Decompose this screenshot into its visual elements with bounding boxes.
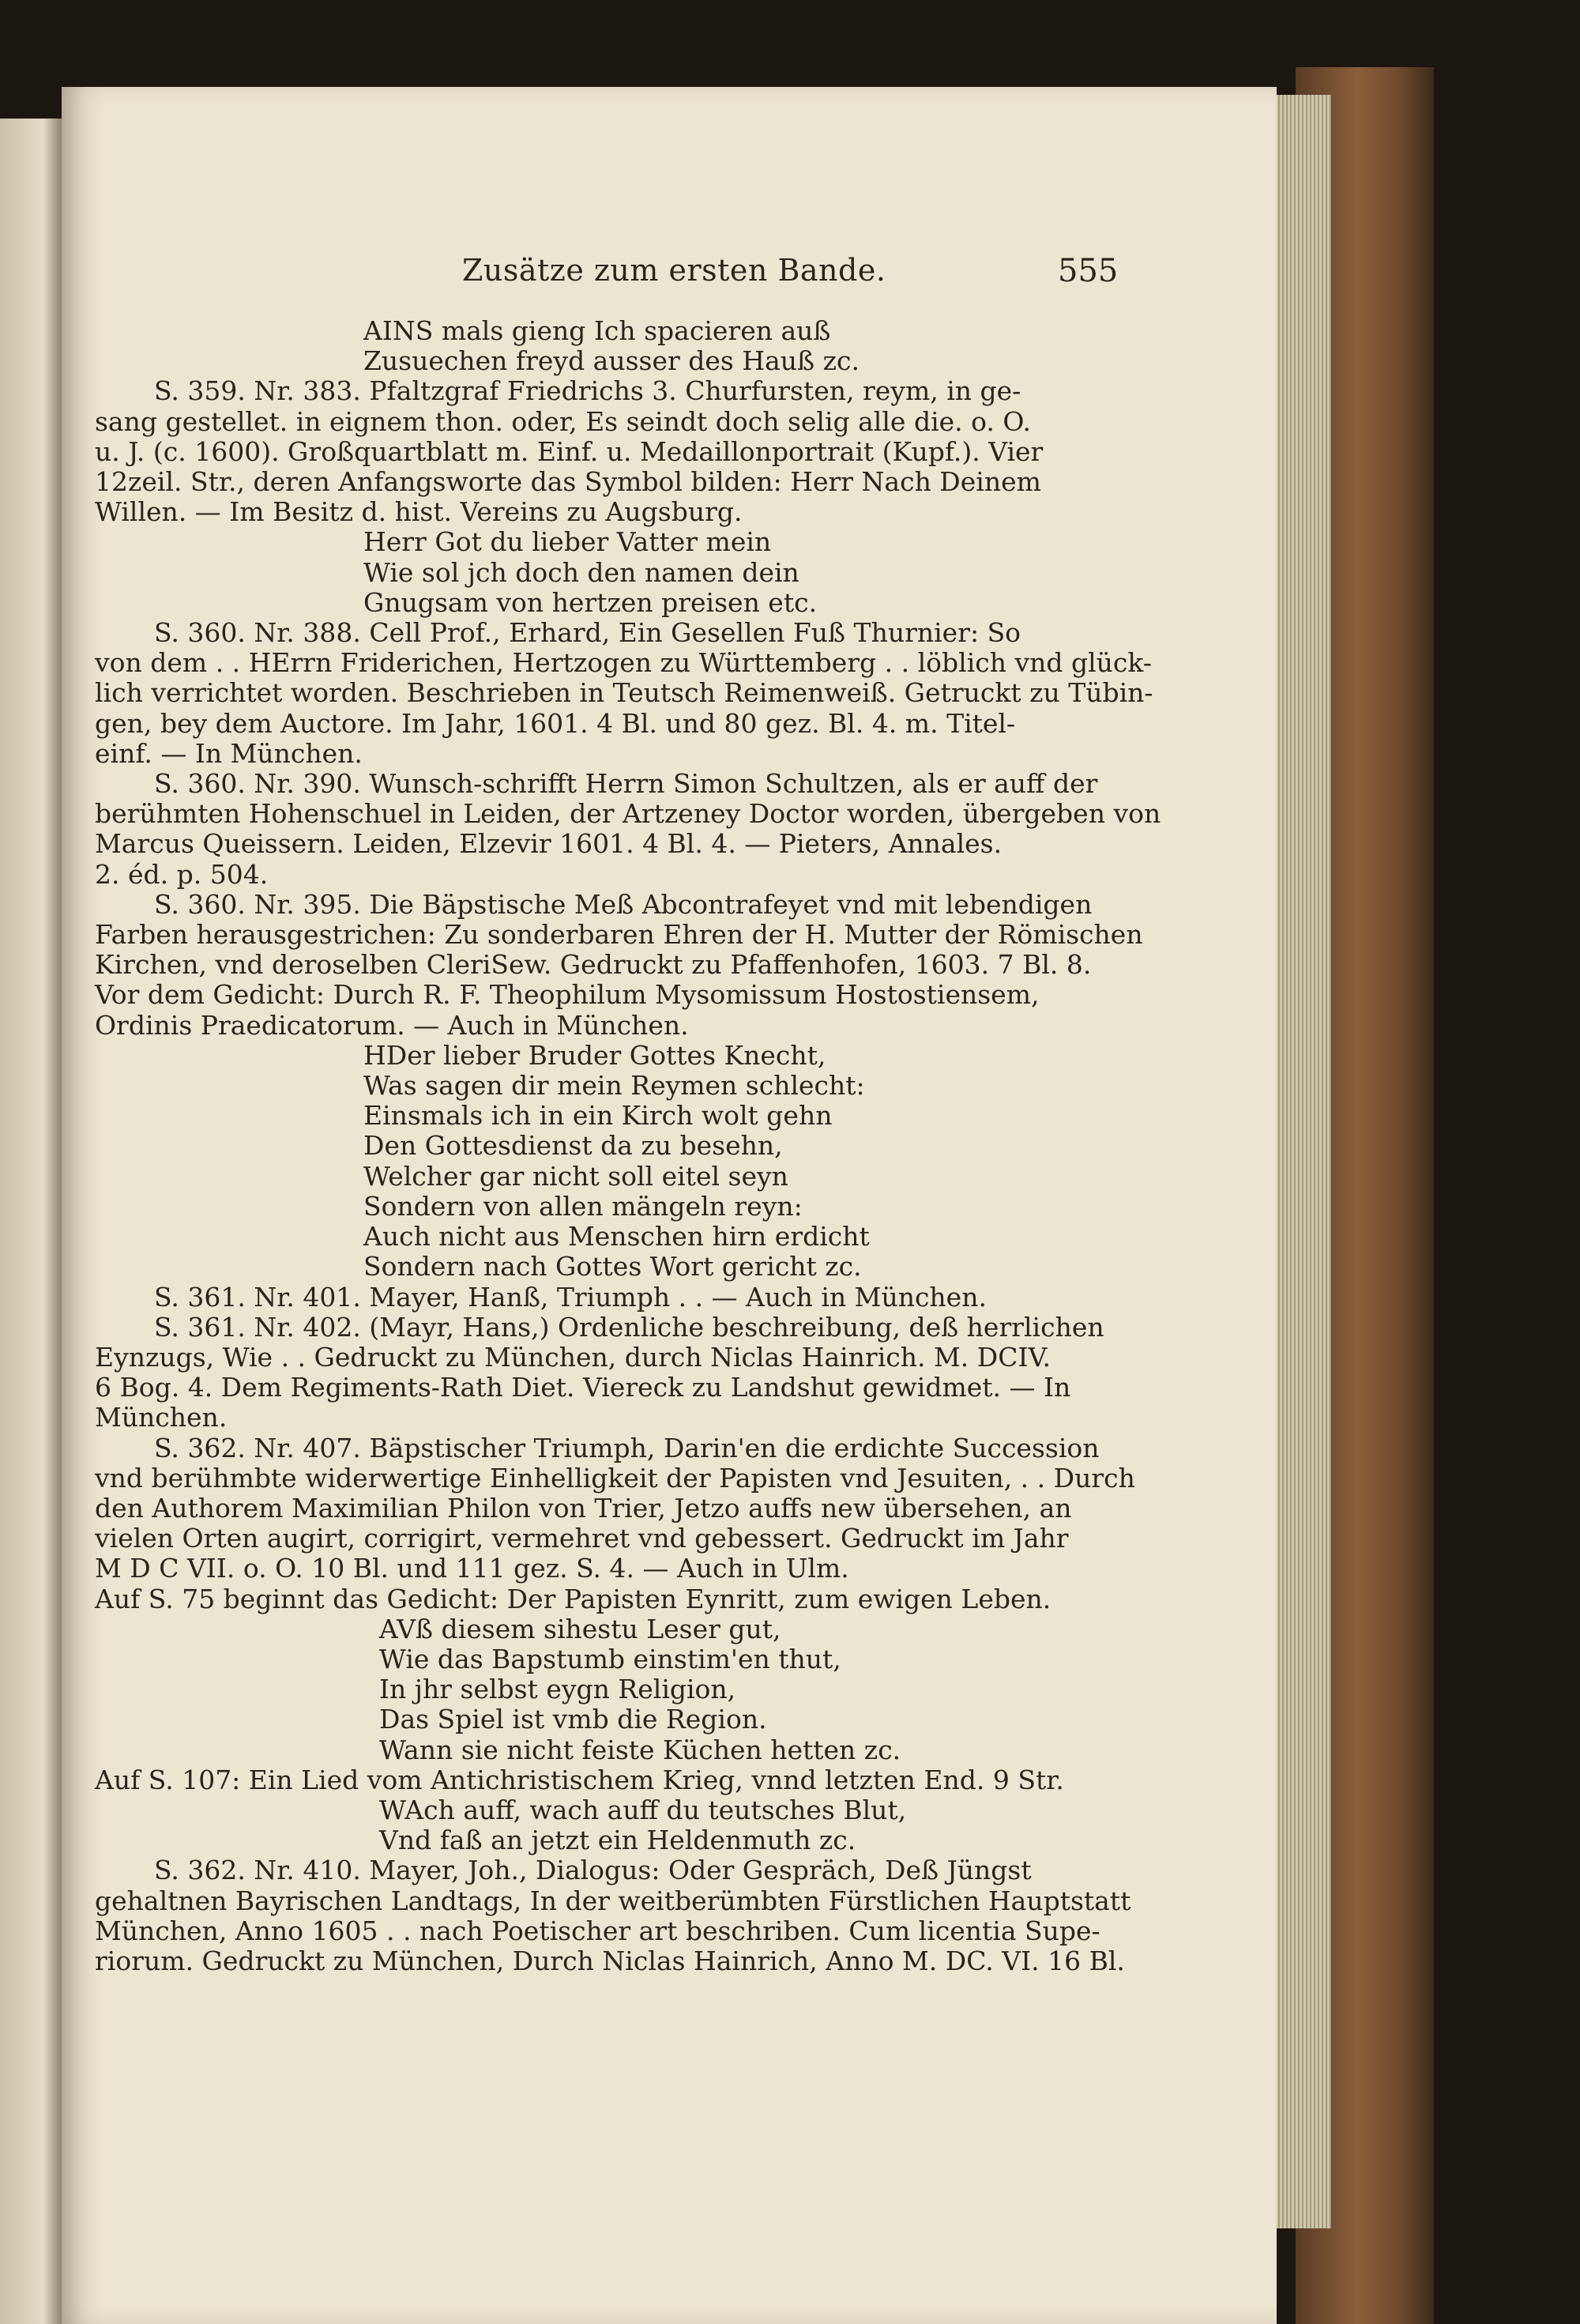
text-line: riorum. Gedruckt zu München, Durch Niclas Hainrich, Anno M. DC. VI. 16 Bl. xyxy=(95,1945,1125,1976)
verse-line: Sondern von allen mängeln reyn: xyxy=(363,1190,803,1222)
page-number: 555 xyxy=(1058,253,1119,289)
text-line: S. 361. Nr. 402. (Mayr, Hans,) Ordenliche beschreibung, deß herrlichen xyxy=(154,1311,1104,1343)
verse-line: AINS mals gieng Ich spacieren auß xyxy=(363,315,831,346)
text-line: berühmten Hohenschuel in Leiden, der Artzeney Doctor worden, übergeben von xyxy=(95,798,1161,830)
text-line: S. 362. Nr. 407. Bäpstischer Triumph, Darin'en die erdichte Succession xyxy=(154,1432,1100,1463)
text-line: S. 360. Nr. 395. Die Bäpstische Meß Abcontrafeyet vnd mit lebendigen xyxy=(154,888,1093,920)
text-line: einf. — In München. xyxy=(95,737,363,769)
text-line: vielen Orten augirt, corrigirt, vermehret vnd gebessert. Gedruckt im Jahr xyxy=(95,1523,1069,1554)
verse-line: Zusuechen freyd ausser des Hauß zc. xyxy=(363,345,860,377)
verse-line: HDer lieber Bruder Gottes Knecht, xyxy=(363,1039,826,1071)
verse-line: Den Gottesdienst da zu besehn, xyxy=(363,1130,783,1162)
verse-line: Welcher gar nicht soll eitel seyn xyxy=(363,1160,788,1192)
text-line: Farben herausgestrichen: Zu sonderbaren Ehren der H. Mutter der Römischen xyxy=(95,919,1143,951)
text-line: Willen. — Im Besitz d. hist. Vereins zu Augsburg. xyxy=(95,496,743,528)
text-line: von dem . . HErrn Friderichen, Hertzogen zu Württemberg . . löblich vnd glück- xyxy=(95,647,1152,679)
verse-line: Sondern nach Gottes Wort gericht zc. xyxy=(363,1251,862,1283)
facing-page xyxy=(0,119,62,2324)
text-line: S. 362. Nr. 410. Mayer, Joh., Dialogus: Oder Gespräch, Deß Jüngst xyxy=(154,1855,1032,1886)
text-line: vnd berühmbte widerwertige Einhelligkeit der Papisten vnd Jesuiten, . . Durch xyxy=(95,1462,1135,1493)
verse-line: AVß diesem sihestu Leser gut, xyxy=(379,1613,781,1644)
page-edges xyxy=(1272,95,1331,2228)
verse-line: Was sagen dir mein Reymen schlecht: xyxy=(363,1070,865,1102)
text-line: gehaltnen Bayrischen Landtags, In der weitberümbten Fürstlichen Hauptstatt xyxy=(95,1885,1131,1916)
running-title: Zusätze zum ersten Bande. xyxy=(462,253,886,288)
verse-line: Wie das Bapstumb einstim'en thut, xyxy=(379,1643,841,1674)
verse-line: Herr Got du lieber Vatter mein xyxy=(363,526,772,558)
verse-line: Das Spiel ist vmb die Region. xyxy=(379,1704,767,1735)
text-line: sang gestellet. in eignem thon. oder, Es seindt doch selig alle die. o. O. xyxy=(95,405,1032,437)
text-line: Vor dem Gedicht: Durch R. F. Theophilum Mysomissum Hostostiensem, xyxy=(95,979,1040,1011)
text-line: S. 360. Nr. 388. Cell Prof., Erhard, Ein Gesellen Fuß Thurnier: So xyxy=(154,617,1021,649)
text-line: S. 359. Nr. 383. Pfaltzgraf Friedrichs 3. Churfursten, reym, in ge- xyxy=(154,375,1021,407)
text-line: Auf S. 107: Ein Lied vom Antichristischem Krieg, vnnd letzten End. 9 Str. xyxy=(95,1764,1064,1795)
text-line: Marcus Queissern. Leiden, Elzevir 1601. 4 Bl. 4. — Pieters, Annales. xyxy=(95,828,1003,860)
text-line: 6 Bog. 4. Dem Regiments-Rath Diet. Viereck zu Landshut gewidmet. — In xyxy=(95,1372,1071,1403)
text-line: den Authorem Maximilian Philon von Trier, Jetzo auffs new übersehen, an xyxy=(95,1492,1072,1524)
text-line: 12zeil. Str., deren Anfangsworte das Symbol bilden: Herr Nach Deinem xyxy=(95,466,1041,498)
body-text xyxy=(95,315,1161,1976)
verse-line: Einsmals ich in ein Kirch wolt gehn xyxy=(363,1100,833,1132)
text-line: S. 361. Nr. 401. Mayer, Hanß, Triumph . . — Auch in München. xyxy=(154,1281,987,1313)
verse-line: Wie sol jch doch den namen dein xyxy=(363,556,799,588)
text-line: Ordinis Praedicatorum. — Auch in München. xyxy=(95,1009,689,1041)
text-line: lich verrichtet worden. Beschrieben in Teutsch Reimenweiß. Getruckt zu Tübin- xyxy=(95,677,1153,709)
text-line: u. J. (c. 1600). Großquartblatt m. Einf. u. Medaillonportrait (Kupf.). Vier xyxy=(95,435,1044,467)
text-line: Kirchen, vnd deroselben CleriSew. Gedruckt zu Pfaffenhofen, 1603. 7 Bl. 8. xyxy=(95,949,1092,981)
text-line: Auf S. 75 beginnt das Gedicht: Der Papisten Eynritt, zum ewigen Leben. xyxy=(95,1583,1051,1614)
text-line: Eynzugs, Wie . . Gedruckt zu München, durch Niclas Hainrich. M. DCIV. xyxy=(95,1341,1051,1373)
text-line: S. 360. Nr. 390. Wunsch-schrifft Herrn Simon Schultzen, als er auff der xyxy=(154,768,1098,800)
verse-line: In jhr selbst eygn Religion, xyxy=(379,1674,736,1705)
text-line: M D C VII. o. O. 10 Bl. und 111 gez. S. 4. — Auch in Ulm. xyxy=(95,1553,849,1584)
verse-line: Auch nicht aus Menschen hirn erdicht xyxy=(363,1221,870,1252)
text-line: 2. éd. p. 504. xyxy=(95,858,269,890)
verse-line: Gnugsam von hertzen preisen etc. xyxy=(363,586,818,618)
text-line: München, Anno 1605 . . nach Poetischer art beschriben. Cum licentia Supe- xyxy=(95,1915,1100,1946)
page-header xyxy=(0,253,1580,300)
text-line: gen, bey dem Auctore. Im Jahr, 1601. 4 Bl. und 80 gez. Bl. 4. m. Titel- xyxy=(95,707,1016,739)
verse-line: Vnd faß an jetzt ein Heldenmuth zc. xyxy=(379,1825,856,1856)
verse-line: WAch auff, wach auff du teutsches Blut, xyxy=(379,1794,907,1825)
text-line: München. xyxy=(95,1402,228,1433)
verse-line: Wann sie nicht feiste Küchen hetten zc. xyxy=(379,1734,901,1765)
